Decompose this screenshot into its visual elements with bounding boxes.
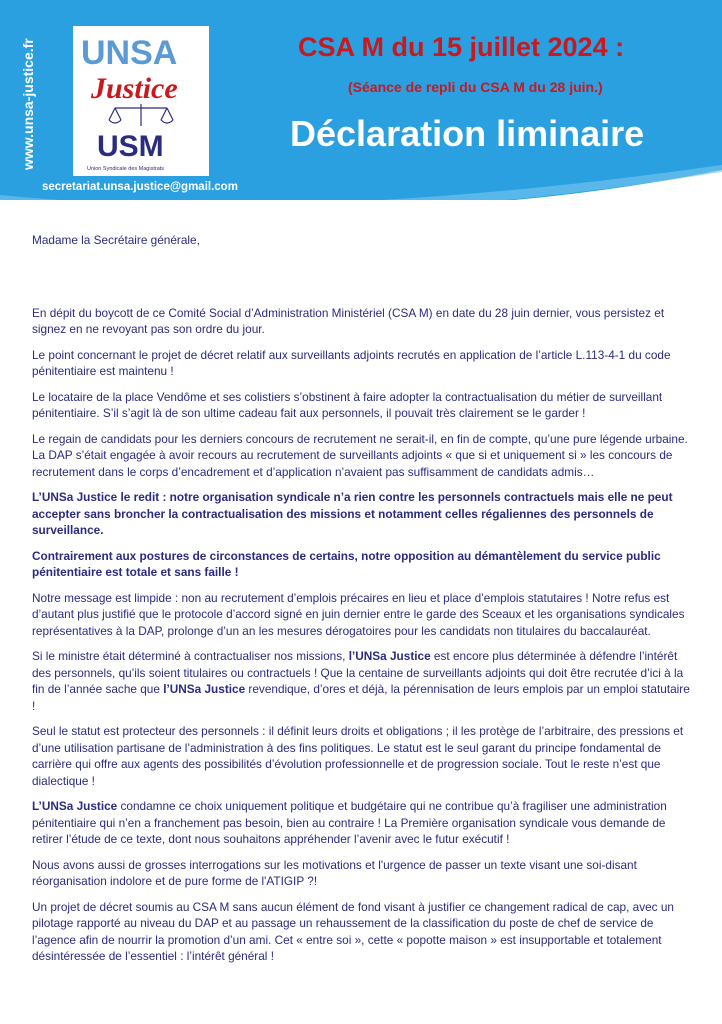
paragraph-8-part-c: revendique, d’ores et déjà, la pérennisation de leurs emplois par un emploi statutaire !: [32, 682, 690, 713]
paragraph-10-text: condamne ce choix uniquement politique et budgétaire qui ne contribue qu’à fragiliser une administration pénitentiaire qui n’en a franchement pas besoin, bien au contraire ! La Première organisation syndicale vous demande de retirer l’étude de ce texte, dont nous souhaitons appréhender l’avenir avec le futur exécutif !: [32, 799, 667, 846]
unsa-justice-logo: [73, 26, 209, 176]
paragraph-1: En dépit du boycott de ce Comité Social d’Administration Ministériel (CSA M) en date du 28 juin dernier, vous persistez et signez en ne revoyant pas son ordre du jour.: [32, 305, 665, 336]
logo-usm-subtitle: Union Syndicale des Magistrats: [87, 166, 165, 172]
paragraph-9: Seul le statut est protecteur des personnels : il définit leurs droits et obligations ; il les protège de l’arbitraire, des pressions et d’une utilisation partisane de l’administration à des fins politiques. Le statut est le seul garant du principe fondamental de carrière qui offre aux agents des possibilités d’évolution professionnelle et de progression sociale. Tout le reste n’est que dialectique !: [32, 724, 684, 788]
page-title: CSA M du 15 juillet 2024 :: [298, 32, 625, 62]
paragraph-8-part-b: est encore plus déterminée à défendre l’intérêt des personnels, qu’ils soient titulaires ou contractuels ! Que la centaine de surveillants adjoints qui doit être recrutée d’ici à la fin de l’année sache que: [32, 649, 684, 696]
paragraph-8-part-a: Si le ministre était déterminé à contractualiser nos missions,: [32, 649, 349, 663]
logo-justice-text: Justice: [91, 72, 178, 105]
paragraph-2: Le point concernant le projet de décret relatif aux surveillants adjoints recrutés en application de l’article L.113-4-1 du code pénitentiaire est maintenu !: [32, 347, 671, 378]
paragraph-3: Le locataire de la place Vendôme et ses colistiers s’obstinent à faire adopter la contractualisation du métier de surveillant pénitentiaire. S’il s’agit là de son ultime cadeau fait aux personnels, il pouvait très clairement se le garder !: [32, 389, 663, 420]
paragraph-7: Notre message est limpide : non au recrutement d’emplois précaires en lieu et place d’emplois statutaires ! Notre refus est d’autant plus justifié que le protocole d’accord signé en juin dernier entre le garde des Sceaux et les organisations syndicales représentatives à la DAP, prolonge d’un an les mesures dérogatoires pour les candidats non titulaires du baccalauréat.: [32, 590, 685, 638]
org-name: L’UNSa Justice: [32, 799, 118, 813]
logo-usm-text: USM: [97, 130, 164, 163]
header-banner: [0, 0, 722, 200]
contact-email: secretariat.unsa.justice@gmail.com: [42, 181, 238, 193]
org-name: l’UNSa Justice: [348, 649, 431, 663]
paragraph-4: Le regain de candidats pour les derniers concours de recrutement ne serait-il, en fin de compte, qu’une pure légende urbaine. La DAP s’était engagée à avoir recours au recrutement de surveillants adjoints « que si et uniquement si » les concours de recrutement dans le corps d’encadrement et d’application n’avaient pas suffisamment de candidats admis…: [32, 431, 688, 479]
paragraph-11: Nous avons aussi de grosses interrogations sur les motivations et l'urgence de passer un texte visant une soi-disant réorganisation indolore et de pure forme de l'ATIGIP ?!: [32, 857, 637, 888]
paragraph-10: [32, 798, 696, 848]
website-url: www.unsa-justice.fr: [20, 38, 36, 170]
paragraph-6: Contrairement aux postures de circonstances de certains, notre opposition au démantèlement du service public pénitentiaire est totale et sans faille !: [32, 548, 661, 579]
scales-icon: [109, 104, 173, 126]
page-subtitle: (Séance de repli du CSA M du 28 juin.): [348, 79, 603, 95]
paragraph-12: Un projet de décret soumis au CSA M sans aucun élément de fond visant à justifier ce changement radical de cap, avec un pilotage rapporté au niveau du DAP et au passage un rehaussement de la classification du poste de chef de service de l’agence afin de nourrir la promotion d’un ami. Cet « entre soi », cette « popotte maison » est insupportable et totalement désintéressée de l’essentiel : l’intérêt général !: [32, 899, 674, 963]
paragraph-8: [32, 648, 696, 714]
org-name: l’UNSa Justice: [163, 682, 246, 696]
document-body: [32, 232, 696, 974]
logo-unsa-text: UNSA: [81, 34, 178, 72]
paragraph-5: L’UNSa Justice le redit : notre organisation syndicale n’a rien contre les personnels contractuels mais elle ne peut accepter sans broncher la contractualisation des missions et notamment celles régaliennes des personnels de surveillance.: [32, 490, 673, 537]
greeting: Madame la Secrétaire générale,: [32, 233, 200, 247]
declaration-heading: Déclaration liminaire: [290, 113, 645, 154]
